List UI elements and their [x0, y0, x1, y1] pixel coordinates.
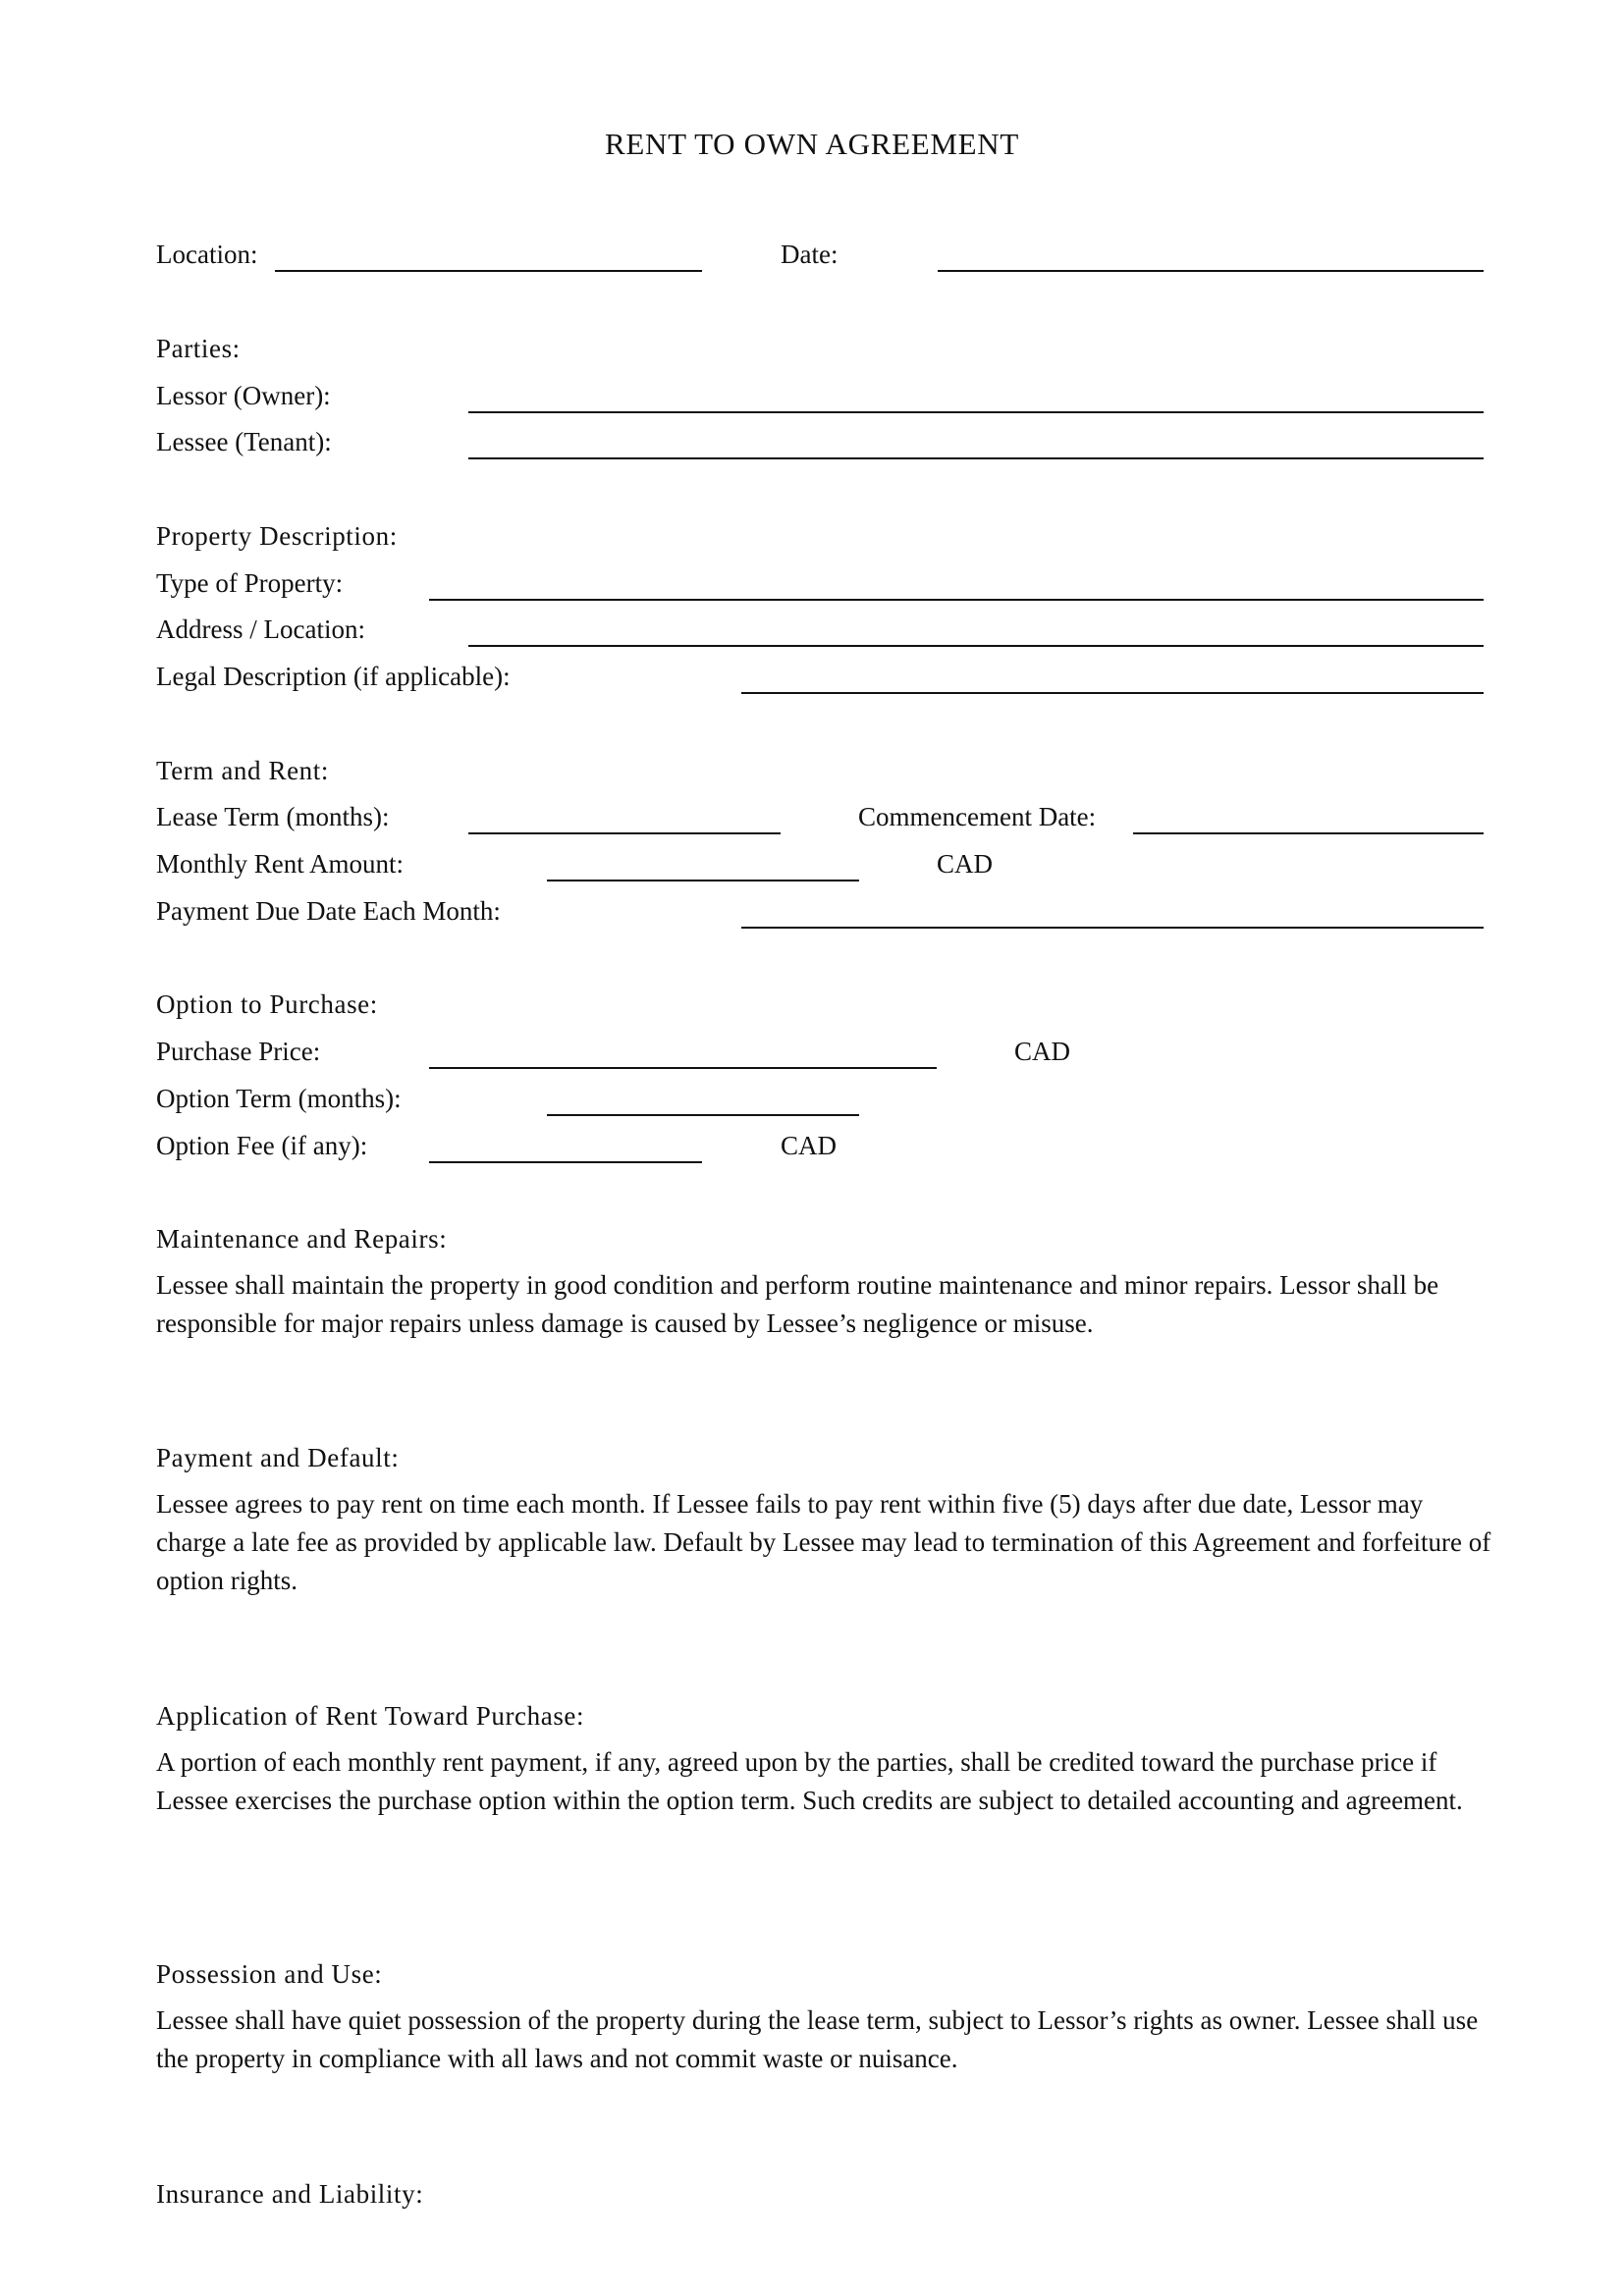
payment-due-field[interactable] [741, 927, 1484, 929]
lessee-field[interactable] [468, 457, 1484, 459]
option-term-field[interactable] [547, 1114, 859, 1116]
legal-description-label: Legal Description (if applicable): [156, 662, 511, 691]
address-field[interactable] [468, 645, 1484, 647]
parties-heading: Parties: [156, 334, 241, 363]
option-fee-currency: CAD [781, 1131, 838, 1160]
option-fee-field[interactable] [429, 1161, 702, 1163]
possession-body: Lessee shall have quiet possession of the property during the lease term, subject to Lessor’s rights as owner. Lessee shall use the property in compliance with all laws and not commit waste or nuisance. [156, 2005, 1479, 2073]
date-field[interactable] [938, 270, 1484, 272]
location-field[interactable] [275, 270, 702, 272]
commencement-date-field[interactable] [1133, 832, 1484, 834]
application-body: A portion of each monthly rent payment, if any, agreed upon by the parties, shall be credited toward the purchase price if Lessee exercises the purchase option within the option term. Such credits are subject to detailed accounting and agreement. [156, 1747, 1463, 1815]
maintenance-heading: Maintenance and Repairs: [156, 1224, 448, 1254]
property-heading: Property Description: [156, 521, 398, 551]
maintenance-body: Lessee shall maintain the property in good condition and perform routine maintenance and minor repairs. Lessor shall be responsible for major repairs unless damage is caused by Lessee’s negligence or misuse. [156, 1270, 1439, 1338]
lessor-label: Lessor (Owner): [156, 381, 331, 410]
address-label: Address / Location: [156, 614, 365, 644]
monthly-rent-field[interactable] [547, 880, 859, 881]
monthly-rent-label: Monthly Rent Amount: [156, 849, 405, 879]
purchase-price-field[interactable] [429, 1067, 937, 1069]
option-term-label: Option Term (months): [156, 1084, 402, 1113]
lease-term-field[interactable] [468, 832, 781, 834]
property-type-label: Type of Property: [156, 568, 344, 598]
purchase-price-label: Purchase Price: [156, 1037, 321, 1066]
term-heading: Term and Rent: [156, 756, 329, 785]
lessor-field[interactable] [468, 411, 1484, 413]
rent-currency: CAD [937, 849, 994, 879]
payment-default-body: Lessee agrees to pay rent on time each month. If Lessee fails to pay rent within five (5) days after due date, Lessor may charge a late fee as provided by applicable law. Default by Lessee may lead to termination of this Agreement and forfeiture of option rights. [156, 1489, 1491, 1595]
location-label: Location: [156, 240, 258, 269]
option-heading: Option to Purchase: [156, 989, 378, 1019]
legal-description-field[interactable] [741, 692, 1484, 694]
document-title: RENT TO OWN AGREEMENT [605, 127, 1019, 161]
payment-due-label: Payment Due Date Each Month: [156, 896, 501, 926]
option-fee-label: Option Fee (if any): [156, 1131, 368, 1160]
payment-default-heading: Payment and Default: [156, 1443, 400, 1472]
lessee-label: Lessee (Tenant): [156, 427, 332, 456]
commencement-date-label: Commencement Date: [858, 802, 1097, 831]
date-label: Date: [781, 240, 839, 269]
purchase-price-currency: CAD [1014, 1037, 1071, 1066]
application-heading: Application of Rent Toward Purchase: [156, 1701, 585, 1731]
lease-term-label: Lease Term (months): [156, 802, 390, 831]
insurance-heading: Insurance and Liability: [156, 2179, 424, 2209]
property-type-field[interactable] [429, 599, 1484, 601]
possession-heading: Possession and Use: [156, 1959, 383, 1989]
